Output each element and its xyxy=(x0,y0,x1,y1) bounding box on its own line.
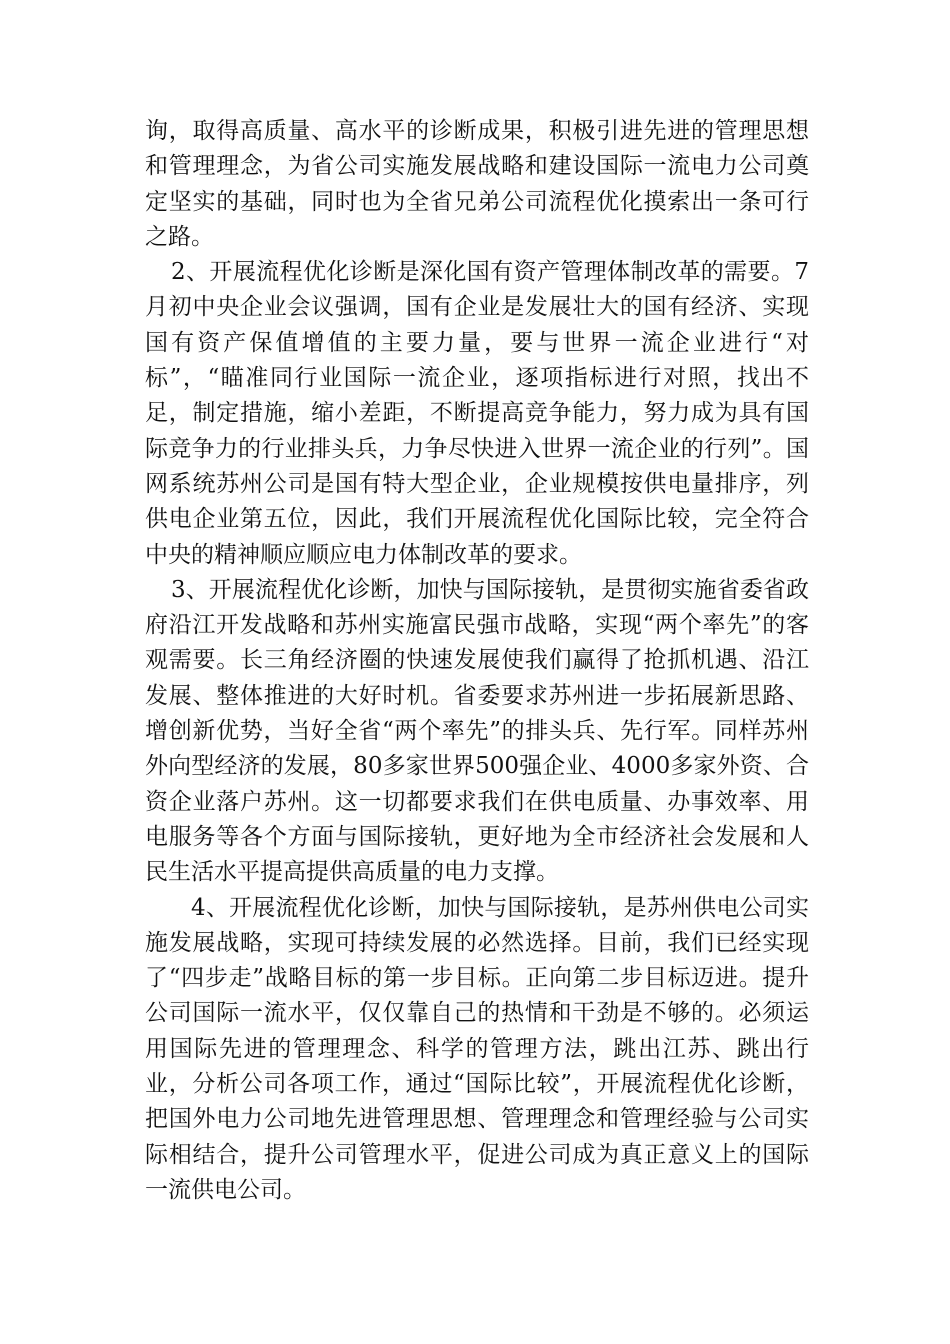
paragraph-continuation: 询，取得高质量、高水平的诊断成果，积极引进先进的管理思想和管理理念，为省公司实施发展战略和建设国际一流电力公司奠定坚实的基础，同时也为全省兄弟公司流程优化摸索出一条可行之路。 xyxy=(145,118,809,250)
body-text xyxy=(145,114,809,1208)
paragraph-item-3: 3、开展流程优化诊断，加快与国际接轨，是贯彻实施省委省政府沿江开发战略和苏州实施富民强市战略，实现“两个率先”的客观需要。长三角经济圈的快速发展使我们赢得了抢抓机遇、沿江发展、整体推进的大好时机。省委要求苏州进一步拓展新思路、增创新优势，当好全省“两个率先”的排头兵、先行军。同样苏州外向型经济的发展，80多家世界500强企业、4000多家外资、合资企业落户苏州。这一切都要求我们在供电质量、办事效率、用电服务等各个方面与国际接轨，更好地为全市经济社会发展和人民生活水平提高提供高质量的电力支撑。 xyxy=(145,576,809,886)
paragraph-item-4: 4、开展流程优化诊断，加快与国际接轨，是苏州供电公司实施发展战略，实现可持续发展的必然选择。目前，我们已经实现了“四步走”战略目标的第一步目标。正向第二步目标迈进。提升公司国际一流水平，仅仅靠自己的热情和干劲是不够的。必须运用国际先进的管理理念、科学的管理方法，跳出江苏、跳出行业，分析公司各项工作，通过“国际比较”，开展流程优化诊断，把国外电力公司地先进管理思想、管理理念和管理经验与公司实际相结合，提升公司管理水平，促进公司成为真正意义上的国际一流供电公司。 xyxy=(145,894,809,1203)
paragraph-item-2: 2、开展流程优化诊断是深化国有资产管理体制改革的需要。7月初中央企业会议强调，国有企业是发展壮大的国有经济、实现国有资产保值增值的主要力量，要与世界一流企业进行“对标”，“瞄准同行业国际一流企业，逐项指标进行对照，找出不足，制定措施，缩小差距，不断提高竞争能力，努力成为具有国际竞争力的行业排头兵，力争尽快进入世界一流企业的行列”。国网系统苏州公司是国有特大型企业，企业规模按供电量排序，列供电企业第五位，因此，我们开展流程优化国际比较，完全符合中央的精神顺应顺应电力体制改革的要求。 xyxy=(145,259,809,568)
